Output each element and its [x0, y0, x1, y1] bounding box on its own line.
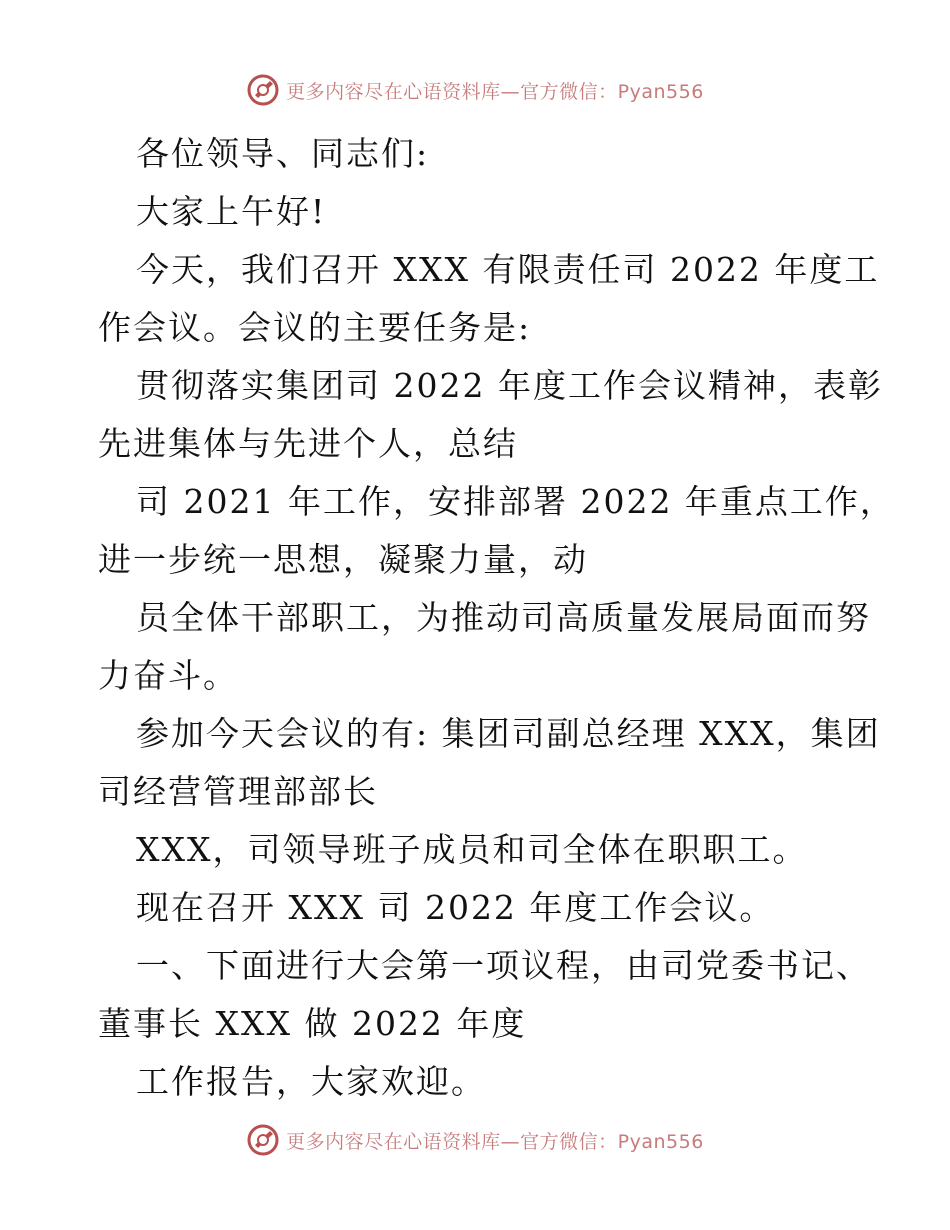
- paragraph-line: 力奋斗。: [98, 656, 238, 695]
- logo-icon: [246, 73, 280, 107]
- paragraph-line: 董事长 XXX 做 2022 年度: [98, 1004, 527, 1043]
- paragraph-line: 先进集体与先进个人，总结: [98, 424, 518, 463]
- paragraph-line: 一、下面进行大会第一项议程，由司党委书记、: [136, 946, 871, 985]
- watermark-text: 更多内容尽在心语资料库—官方微信：Pyan556: [286, 80, 704, 103]
- watermark-text: 更多内容尽在心语资料库—官方微信：Pyan556: [286, 1130, 704, 1153]
- paragraph-line: 现在召开 XXX 司 2022 年度工作会议。: [136, 888, 775, 927]
- logo-icon: [246, 1123, 280, 1157]
- paragraph-line: 参加今天会议的有: 集团司副总经理 XXX，集团: [136, 714, 881, 753]
- paragraph-line: 工作报告，大家欢迎。: [136, 1062, 486, 1101]
- document-body: [98, 125, 895, 1111]
- paragraph-line: 员全体干部职工，为推动司高质量发展局面而努: [136, 598, 871, 637]
- paragraph-line: 进一步统一思想，凝聚力量，动: [98, 540, 588, 579]
- paragraph-line: 今天，我们召开 XXX 有限责任司 2022 年度工: [136, 250, 880, 289]
- header-watermark: [0, 70, 950, 110]
- paragraph-line: XXX，司领导班子成员和司全体在职职工。: [136, 830, 808, 869]
- footer-watermark: [0, 1120, 950, 1160]
- paragraph-line: 司 2021 年工作，安排部署 2022 年重点工作，: [136, 482, 895, 521]
- paragraph-line: 大家上午好!: [136, 192, 327, 231]
- paragraph-line: 司经营管理部部长: [98, 772, 378, 811]
- paragraph-line: 作会议。会议的主要任务是:: [98, 308, 532, 347]
- paragraph-line: 各位领导、同志们:: [136, 134, 430, 173]
- paragraph-line: 贯彻落实集团司 2022 年度工作会议精神，表彰: [136, 366, 883, 405]
